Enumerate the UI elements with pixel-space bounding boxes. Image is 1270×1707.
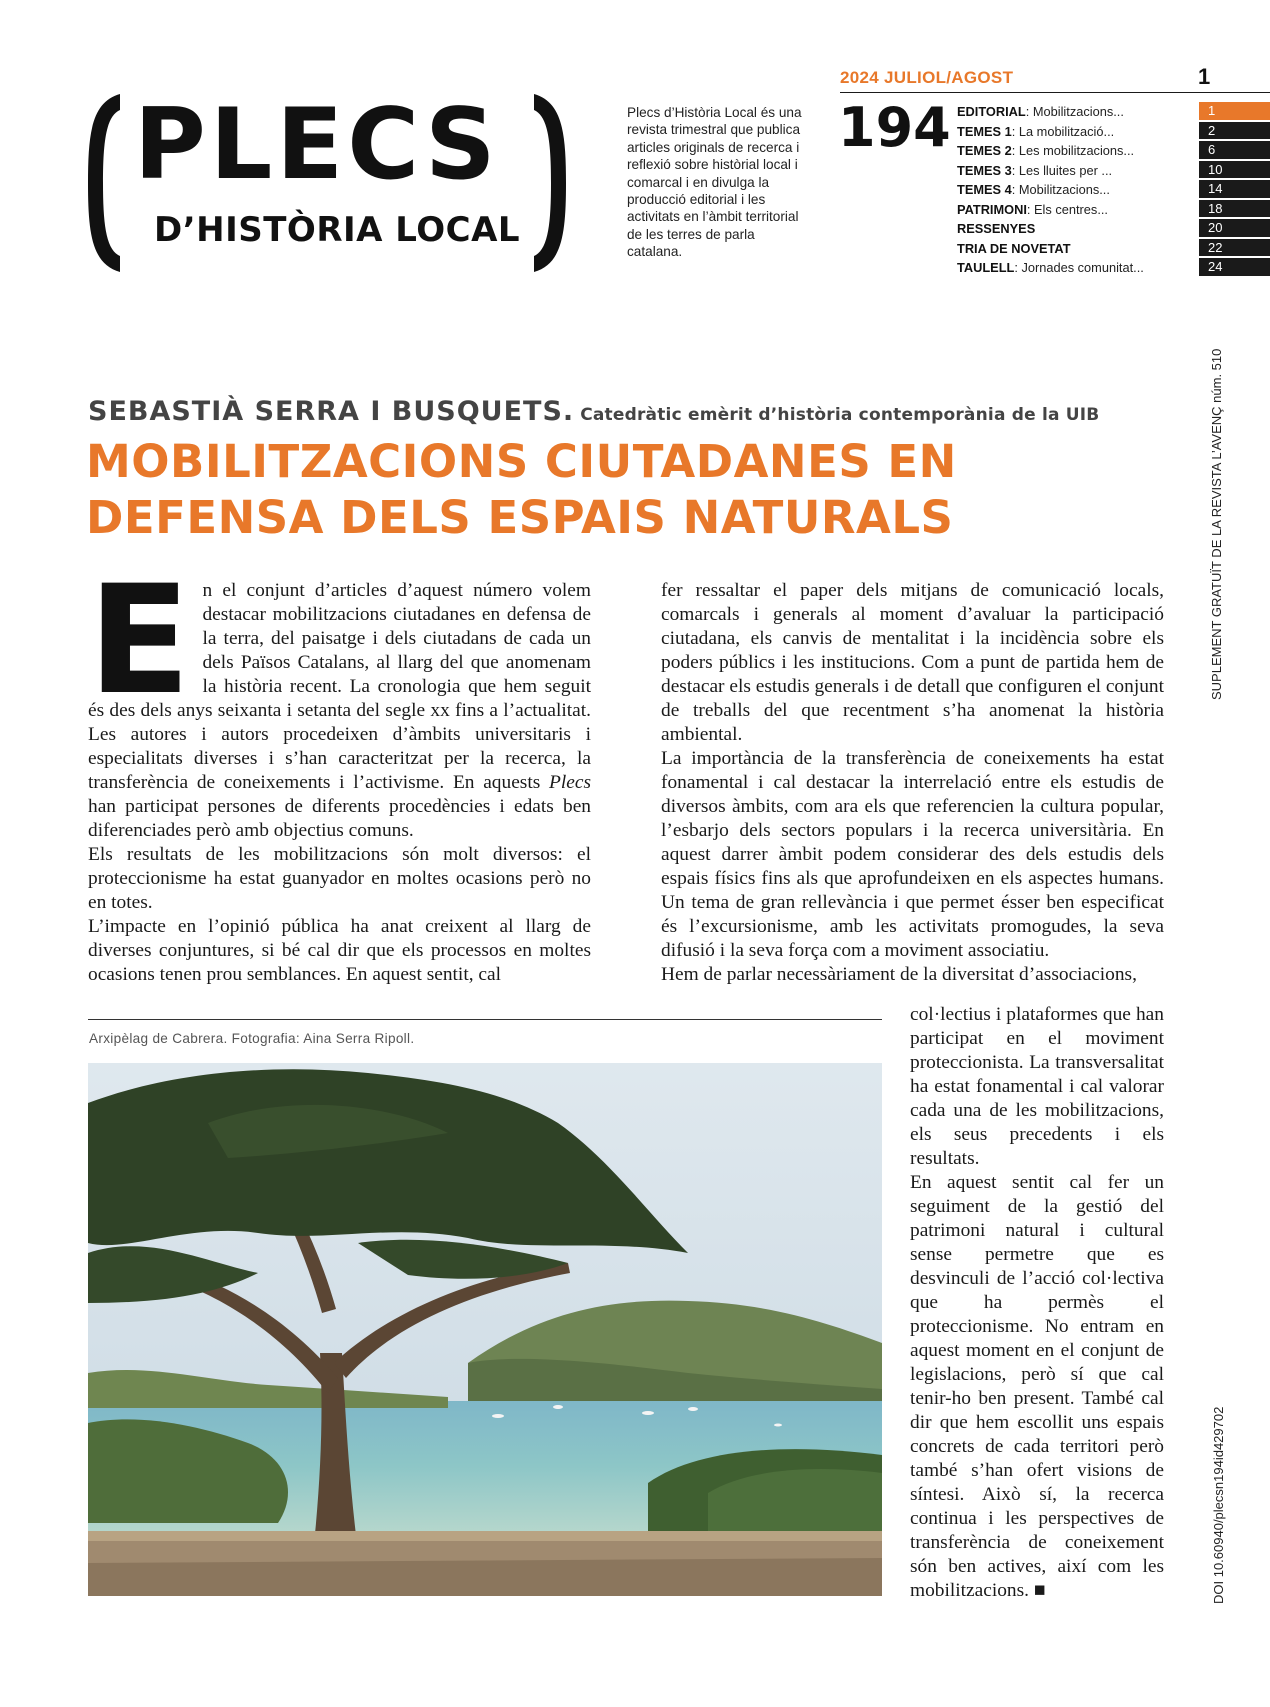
issue-date: 2024 JULIOL/AGOST: [840, 68, 1014, 87]
logo-subtitle: D’HISTÒRIA LOCAL: [154, 210, 521, 250]
paragraph: En el conjunt d’articles d’aquest número volem destacar mobilitzacions ciutadanes en defensa de la terra, del paisatge i dels ciutadans de cada un dels Països Catalans, al llarg del que anomenam la història recent. La cronologia que hem seguit és des dels anys seixanta i setanta del segle xx fins a l’actualitat. Les autores i autors procedeixen d’àmbits universitaris i especialitats diverses i s’han caracteritzat per la recerca, la transferència de coneixements i l’activisme. En aquests Plecs han participat persones de diferents procedències i edats ben diferenciades però amb objectius comuns.: [88, 554, 591, 841]
toc-page-badge[interactable]: 20: [1199, 219, 1270, 237]
supplement-note: SUPLEMENT GRATUÏT DE LA REVISTA L’AVENÇ núm. 510: [1209, 348, 1224, 700]
toc-item[interactable]: TAULELL: Jornades comunitat...: [957, 260, 1144, 275]
header-rule: [840, 92, 1270, 93]
article-column-2: [661, 579, 1164, 987]
paragraph: Els resultats de les mobilitzacions són molt diversos: el proteccionisme ha estat guanyador en moltes ocasions però no en totes.: [88, 844, 591, 913]
article-title: MOBILITZACIONS CIUTADANES EN DEFENSA DELS ESPAIS NATURALS: [86, 435, 957, 544]
article-column-2-narrow: [910, 1003, 1164, 1603]
paragraph: col·lectius i plataformes que han participat en el moviment proteccionista. La transversalitat ha estat fonamental i cal valorar cada una de les mobilitzacions, els seus precedents i els resultats.: [910, 1004, 1164, 1169]
logo-title: PLECS: [134, 88, 500, 202]
toc-page-badge[interactable]: 14: [1199, 180, 1270, 198]
article-column-1: [88, 554, 591, 987]
photo-caption: Arxipèlag de Cabrera. Fotografia: Aina Serra Ripoll.: [89, 1031, 415, 1046]
author-role: Catedràtic emèrit d’història contemporània de la UIB: [580, 405, 1100, 425]
toc-page-badge[interactable]: 6: [1199, 141, 1270, 159]
logo-left-bracket: [86, 92, 122, 274]
doi-label: DOI 10.60940/plecsn194id429702: [1211, 1406, 1226, 1604]
page-number: 1: [1198, 64, 1211, 89]
toc-page-badge[interactable]: 22: [1199, 239, 1270, 257]
toc-page-badge[interactable]: 18: [1199, 200, 1270, 218]
toc-item[interactable]: RESSENYES: [957, 221, 1036, 236]
caption-rule: [88, 1019, 882, 1020]
paragraph: L’impacte en l’opinió pública ha anat creixent al llarg de diverses conjuntures, si bé cal dir que els processos en moltes ocasions tenen prou semblances. En aquest sentit, cal: [88, 916, 591, 985]
toc-page-badge[interactable]: 1: [1199, 102, 1270, 120]
paragraph: En aquest sentit cal fer un seguiment de la gestió del patrimoni natural i cultural sense permetre que es desvinculi de l’acció col·lectiva que ha permès el proteccionisme. No entram en aquest moment en el conjunt de legislacions, però sí que cal tenir-ho ben present. També cal dir que hem escollit uns espais concrets de cada territori però també s’han ofert visions de síntesi. Això sí, la recerca continua i les perspectives de transferència de coneixement són ben actives, així com les mobilitzacions. ■: [910, 1172, 1164, 1601]
article-author: SEBASTIÀ SERRA I BUSQUETS. Catedràtic emèrit d’història contemporània de la UIB: [88, 396, 1100, 427]
logo-right-bracket: [532, 92, 568, 274]
issue-number: 194: [838, 96, 951, 159]
toc-item[interactable]: TRIA DE NOVETAT: [957, 240, 1071, 256]
toc-item[interactable]: EDITORIAL: Mobilitzacions...: [957, 104, 1124, 119]
toc-item[interactable]: TEMES 1: La mobilització...: [957, 123, 1115, 139]
toc-page-badge[interactable]: 24: [1199, 258, 1270, 276]
toc-item[interactable]: TEMES 2: Les mobilitzacions...: [957, 143, 1135, 158]
toc-item[interactable]: PATRIMONI: Els centres...: [957, 201, 1108, 217]
photo-cabrera-archipelago: [88, 1063, 882, 1596]
toc-item[interactable]: TEMES 3: Les lluites per ...: [957, 162, 1113, 178]
paragraph: La importància de la transferència de coneixements ha estat fonamental i cal destacar la interrelació entre els estudis de diversos àmbits, com ara els que referencien la cultura popular, l’esbarjo dels sectors populars i la recerca universitària. En aquest darrer àmbit podem considerar des dels estudis dels espais físics fins als que aprofundeixen en els aspectes humans. Un tema de gran rellevància i que permet ésser ben especificat és l’excursionisme, amb les activitats promogudes, la seva difusió i la seva força com a moviment associatiu.: [661, 748, 1164, 961]
toc-item[interactable]: TEMES 4: Mobilitzacions...: [957, 182, 1110, 197]
toc-page-numbers: [1199, 102, 1270, 278]
table-of-contents: [957, 102, 1157, 278]
paragraph: Hem de parlar necessàriament de la diversitat d’associacions,: [661, 964, 1137, 985]
paragraph: fer ressaltar el paper dels mitjans de comunicació locals, comarcals i generals al moment d’avaluar la participació ciutadana, els canvis de mentalitat i la incidència sobre els poders públics i les institucions. Com a punt de partida hem de destacar els estudis generals i de detall que configuren el conjunt de treballs del que recentment s’ha anomenat la història ambiental.: [661, 580, 1164, 745]
toc-page-badge[interactable]: 2: [1199, 122, 1270, 140]
toc-page-badge[interactable]: 10: [1199, 161, 1270, 179]
magazine-description: Plecs d’Història Local és una revista trimestral que publica articles originals de recerca i reflexió sobre històrial local i comarcal i en divulga la producció editorial i les activitats en l’àmbit territorial de les terres de parla catalana.: [627, 105, 802, 260]
drop-cap: E: [88, 554, 191, 728]
